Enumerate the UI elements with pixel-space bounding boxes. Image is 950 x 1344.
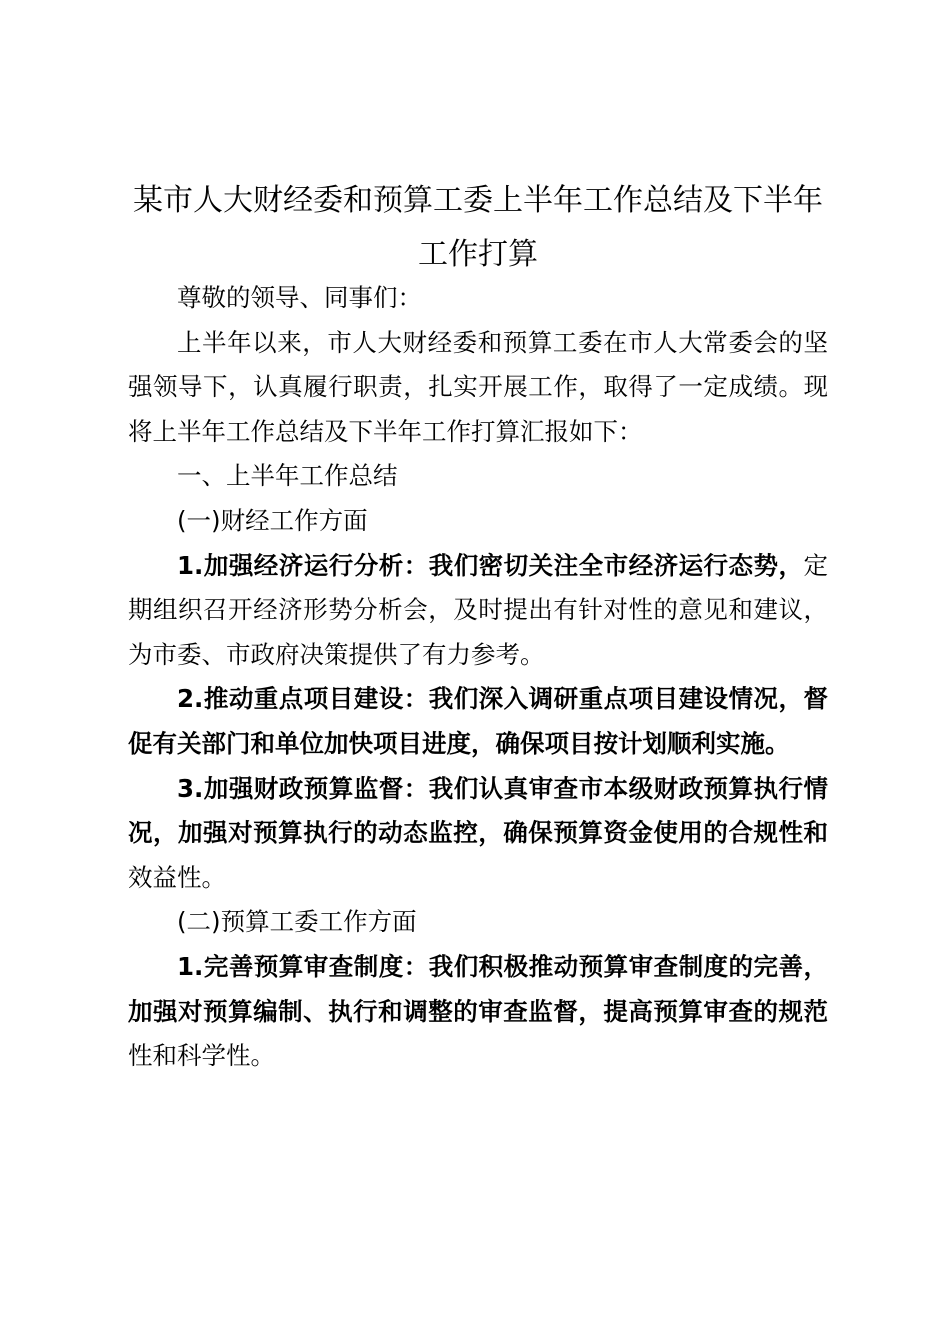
item-bold-text: 1.完善预算审查制度：我们积极推动预算审查制度的完善，加强对预算编制、执行和调整的审查监督，提高预算审查的规范 (128, 951, 828, 1026)
greeting-text: 尊敬的领导、同事们： (177, 283, 422, 312)
section-heading-1 (128, 454, 828, 499)
intro-text: 上半年以来，市人大财经委和预算工委在市人大常委会的坚强领导下，认真履行职责，扎实开展工作，取得了一定成绩。现将上半年工作总结及下半年工作打算汇报如下： (128, 327, 828, 446)
section-heading-text: 一、上半年工作总结 (177, 461, 398, 491)
subsection-heading-2 (128, 900, 828, 945)
item-normal-text: 定期组织召开经济形势分析会，及时提出有针对性的意见和建议，为市委、市政府决策提供了有力参考。 (128, 550, 828, 669)
item-bold-text: 2.推动重点项目建设：我们深入调研重点项目建设情况，督促有关部门和单位加快项目进度，确保项目按计划顺利实施。 (128, 684, 828, 758)
item-bold-text: 1.加强经济运行分析：我们密切关注全市经济运行态势， (177, 550, 804, 580)
item-key-projects (128, 677, 828, 766)
item-budget-supervision (128, 767, 828, 901)
item-normal-text: 性和科学性。 (128, 1041, 275, 1071)
subsection-heading-text: (一)财经工作方面 (177, 505, 368, 535)
document-title: 某市人大财经委和预算工委上半年工作总结及下半年工作打算 (133, 183, 823, 272)
item-budget-review-system (128, 945, 828, 1079)
document-body (128, 276, 828, 1079)
item-normal-text: 效益性。 (128, 862, 226, 892)
item-economic-analysis (128, 544, 828, 678)
intro-paragraph (128, 321, 828, 455)
greeting (128, 276, 828, 321)
subsection-heading-text: (二)预算工委工作方面 (177, 907, 417, 937)
item-bold-text: 3.加强财政预算监督：我们认真审查市本级财政预算执行情况，加强对预算执行的动态监控，确保预算资金使用的合规性和 (128, 773, 828, 848)
subsection-heading-1 (128, 499, 828, 544)
